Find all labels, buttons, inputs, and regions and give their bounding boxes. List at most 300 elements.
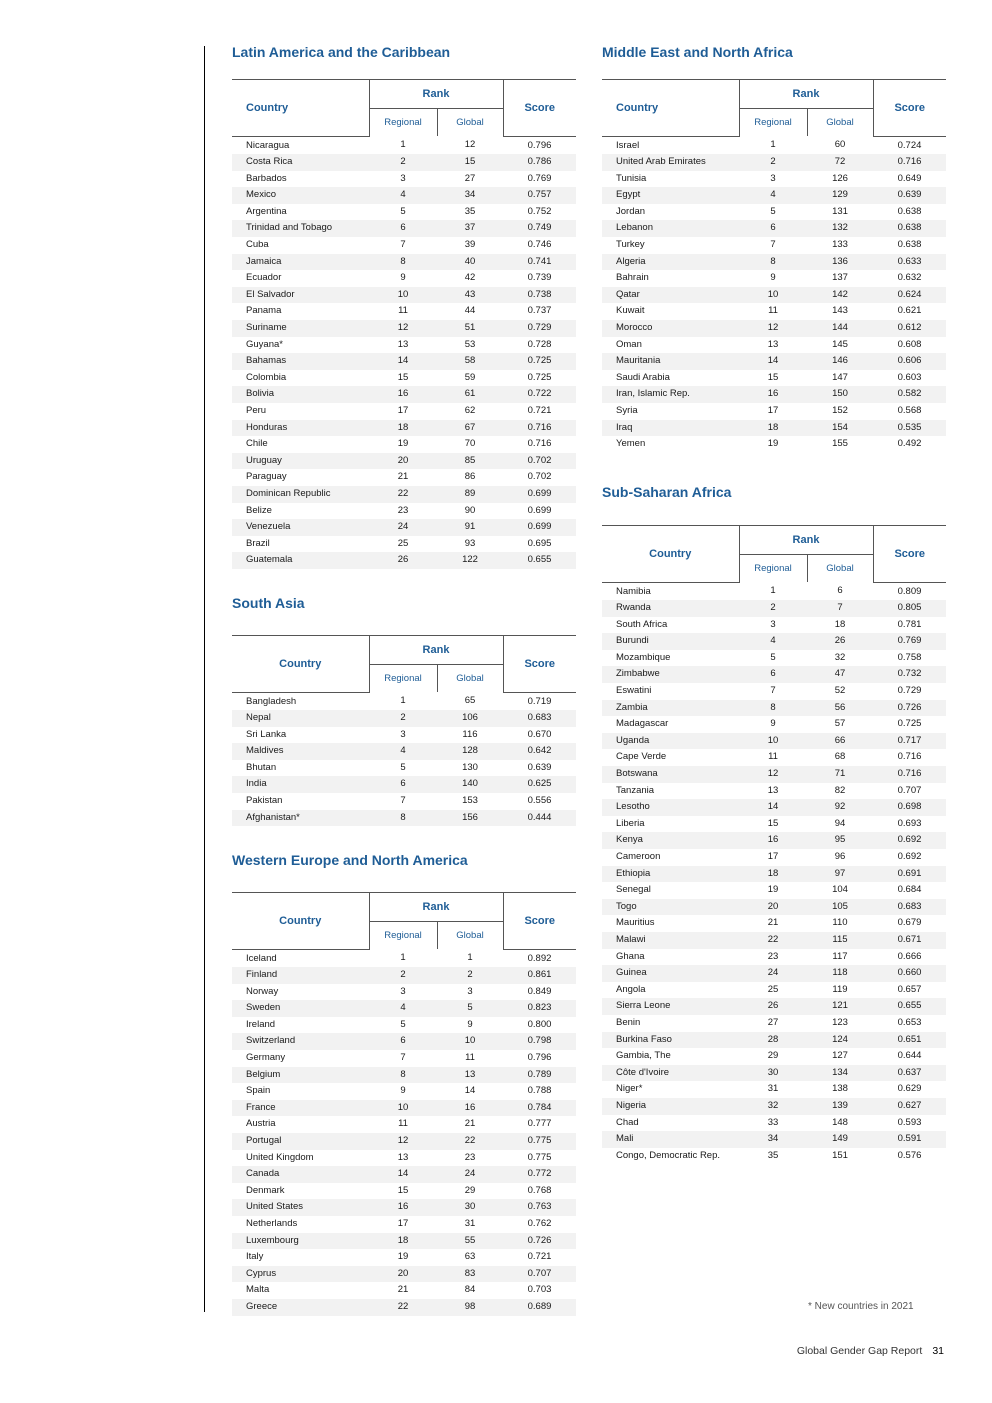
country-cell: Finland (232, 967, 369, 984)
regional-rank-cell: 20 (739, 899, 807, 916)
country-cell: Cyprus (232, 1266, 369, 1283)
section-title: Western Europe and North America (232, 852, 468, 868)
global-rank-cell: 148 (832, 1116, 848, 1128)
regional-rank-cell: 4 (739, 633, 807, 650)
country-cell: Bahrain (616, 272, 649, 284)
score-header: Score (503, 893, 576, 950)
table-row (232, 1017, 576, 1034)
score-cell: 0.716 (503, 420, 576, 437)
regional-rank-cell: 13 (767, 784, 779, 796)
global-rank-cell: 123 (832, 1016, 848, 1028)
country-cell: Austria (246, 1118, 276, 1130)
global-rank-cell: 3 (467, 985, 473, 997)
regional-rank-cell: 13 (767, 338, 779, 350)
score-cell: 0.789 (503, 1067, 576, 1084)
table-row (232, 1183, 576, 1200)
score-cell: 0.724 (897, 139, 922, 151)
country-cell: Uganda (602, 733, 739, 750)
country-cell: Suriname (232, 320, 369, 337)
country-cell: Côte d'Ivoire (602, 1065, 739, 1082)
table-row (232, 403, 576, 420)
report-name: Global Gender Gap Report (796, 1345, 923, 1357)
score-cell: 0.849 (527, 985, 552, 997)
table-row (602, 799, 946, 816)
score-cell: 0.684 (897, 884, 922, 896)
table-row (232, 353, 576, 370)
regional-rank-cell: 9 (400, 272, 406, 284)
global-rank-cell: 156 (437, 810, 503, 827)
regional-header: Regional (739, 109, 807, 137)
table-row (232, 692, 576, 710)
global-rank-cell: 85 (437, 453, 503, 470)
global-rank-cell: 23 (464, 1151, 476, 1163)
regional-rank-cell: 1 (400, 695, 406, 707)
global-rank-cell: 71 (807, 766, 873, 783)
global-rank-cell: 94 (834, 817, 846, 829)
score-cell: 0.627 (873, 1098, 946, 1115)
country-header: Country (232, 893, 369, 950)
country-cell: Israel (616, 139, 640, 151)
table-row (602, 749, 946, 766)
country-cell: Panama (246, 305, 282, 317)
global-rank-cell: 110 (832, 917, 848, 929)
regional-rank-cell: 1 (400, 139, 406, 151)
score-cell: 0.786 (503, 154, 576, 171)
regional-rank-cell: 6 (739, 220, 807, 237)
regional-rank-cell: 12 (369, 320, 437, 337)
table-row (602, 320, 946, 337)
table-row (232, 727, 576, 744)
country-cell: Belgium (232, 1067, 369, 1084)
table-row (602, 136, 946, 154)
table-row (232, 776, 576, 793)
country-cell: Rwanda (602, 600, 739, 617)
table-row (602, 370, 946, 387)
country-cell: Kuwait (616, 305, 645, 317)
score-cell: 0.725 (897, 718, 922, 730)
global-rank-cell: 98 (437, 1299, 503, 1316)
table-row (602, 733, 946, 750)
footnote: * New countries in 2021 (808, 1301, 914, 1312)
score-cell: 0.651 (873, 1032, 946, 1049)
score-cell: 0.683 (873, 899, 946, 916)
regional-rank-cell: 14 (739, 799, 807, 816)
regional-rank-cell: 7 (770, 239, 776, 251)
table-row (602, 1065, 946, 1082)
score-cell: 0.699 (527, 504, 552, 516)
score-cell: 0.699 (503, 519, 576, 536)
table-row (232, 984, 576, 1001)
table-row (602, 436, 946, 453)
ranking-table (602, 525, 946, 1164)
regional-rank-cell: 17 (397, 1218, 409, 1229)
country-cell: Burundi (602, 633, 739, 650)
score-cell: 0.608 (897, 338, 922, 350)
table-row (602, 254, 946, 271)
global-rank-cell: 18 (834, 618, 846, 630)
country-cell: Belize (246, 504, 272, 516)
page-number: 31 (932, 1345, 944, 1357)
regional-rank-cell: 35 (767, 1149, 779, 1161)
regional-rank-cell: 22 (739, 932, 807, 949)
score-cell: 0.729 (897, 685, 922, 697)
score-cell: 0.721 (527, 1251, 552, 1263)
table-row (602, 1081, 946, 1098)
regional-rank-cell: 17 (767, 405, 779, 416)
regional-rank-cell: 19 (767, 438, 779, 450)
table-row (232, 1100, 576, 1117)
table-row (602, 1098, 946, 1115)
country-cell: Peru (246, 405, 267, 416)
country-cell: Togo (602, 899, 739, 916)
table-row (602, 600, 946, 617)
country-cell: Guyana* (246, 338, 283, 350)
country-cell: Nicaragua (246, 139, 290, 151)
regional-rank-cell: 21 (767, 917, 779, 929)
regional-rank-cell: 8 (369, 254, 437, 271)
section-title: Middle East and North Africa (602, 44, 793, 60)
global-rank-cell: 47 (807, 666, 873, 683)
country-cell: Guinea (602, 965, 739, 982)
section-sub-saharan-africa (602, 485, 946, 1164)
country-cell: Cuba (246, 239, 269, 251)
regional-rank-cell: 5 (400, 205, 406, 217)
regional-rank-cell: 4 (369, 743, 437, 760)
score-cell: 0.637 (873, 1065, 946, 1082)
regional-rank-cell: 3 (400, 172, 406, 184)
table-row (602, 171, 946, 188)
table-row (602, 1015, 946, 1032)
country-cell: Senegal (616, 884, 651, 896)
regional-rank-cell: 26 (369, 552, 437, 569)
regional-rank-cell: 7 (400, 239, 406, 251)
global-rank-cell: 92 (807, 799, 873, 816)
table-row (602, 1115, 946, 1132)
score-cell: 0.739 (527, 272, 552, 284)
table-row (602, 816, 946, 833)
score-cell: 0.702 (503, 453, 576, 470)
global-rank-cell: 105 (807, 899, 873, 916)
score-cell: 0.644 (897, 1050, 922, 1062)
table-row (602, 1048, 946, 1065)
country-cell: Greece (232, 1299, 369, 1316)
score-cell: 0.642 (503, 743, 576, 760)
regional-rank-cell: 17 (397, 405, 409, 416)
regional-rank-cell: 11 (398, 1118, 408, 1130)
regional-rank-cell: 23 (767, 950, 779, 962)
regional-rank-cell: 21 (397, 1284, 409, 1296)
score-cell: 0.717 (873, 733, 946, 750)
global-rank-cell: 53 (464, 338, 476, 350)
country-cell: Saudi Arabia (616, 371, 670, 383)
regional-rank-cell: 1 (770, 139, 776, 151)
global-rank-cell: 14 (464, 1085, 476, 1097)
score-cell: 0.781 (897, 618, 922, 630)
country-cell: Jordan (616, 205, 646, 217)
score-cell: 0.699 (503, 486, 576, 503)
country-cell: Argentina (246, 205, 287, 217)
global-rank-cell: 119 (832, 983, 848, 995)
country-cell: Germany (246, 1052, 286, 1064)
regional-rank-cell: 12 (369, 1133, 437, 1150)
global-rank-cell: 82 (834, 784, 846, 796)
global-rank-cell: 1 (467, 952, 473, 964)
global-rank-cell: 84 (464, 1284, 476, 1296)
country-cell: Burkina Faso (602, 1032, 739, 1049)
score-cell: 0.796 (527, 139, 552, 151)
country-cell: Namibia (616, 585, 651, 597)
regional-rank-cell: 34 (739, 1131, 807, 1148)
regional-header: Regional (369, 109, 437, 137)
score-header: Score (503, 80, 576, 137)
regional-rank-cell: 3 (770, 618, 776, 630)
global-rank-cell: 91 (437, 519, 503, 536)
table-row (232, 1233, 576, 1250)
section-south-asia (232, 596, 576, 826)
country-header: Country (602, 80, 739, 137)
global-rank-cell: 136 (807, 254, 873, 271)
table-row (602, 1148, 946, 1165)
regional-rank-cell: 31 (767, 1083, 779, 1095)
country-cell: Afghanistan* (232, 810, 369, 827)
country-cell: Bhutan (246, 761, 277, 773)
rank-header: Rank (739, 80, 873, 109)
country-cell: Guatemala (232, 552, 369, 569)
country-cell: South Africa (616, 618, 668, 630)
table-row (232, 1150, 576, 1167)
score-cell: 0.556 (527, 795, 552, 807)
regional-rank-cell: 24 (739, 965, 807, 982)
table-row (232, 303, 576, 320)
score-cell: 0.721 (527, 405, 552, 416)
regional-rank-cell: 27 (767, 1016, 779, 1028)
table-row (232, 1199, 576, 1216)
global-rank-cell: 144 (807, 320, 873, 337)
table-row (602, 899, 946, 916)
country-cell: Gambia, The (616, 1050, 671, 1062)
country-cell: Syria (616, 405, 638, 416)
table-row (602, 932, 946, 949)
score-cell: 0.655 (503, 552, 576, 569)
score-cell: 0.692 (873, 832, 946, 849)
global-rank-cell: 35 (464, 205, 476, 217)
table-row (602, 766, 946, 783)
global-rank-cell: 118 (807, 965, 873, 982)
country-cell: Algeria (602, 254, 739, 271)
country-cell: Mozambique (616, 651, 671, 663)
table-row (232, 1216, 576, 1233)
rank-header: Rank (369, 80, 503, 109)
ranking-table (602, 79, 946, 453)
table-row (232, 1050, 576, 1067)
global-rank-cell: 140 (437, 776, 503, 793)
regional-rank-cell: 1 (770, 585, 776, 597)
global-rank-cell: 127 (832, 1050, 848, 1062)
country-cell: Benin (616, 1016, 641, 1028)
score-cell: 0.603 (897, 371, 922, 383)
country-cell: Brazil (246, 537, 270, 549)
score-cell: 0.591 (873, 1131, 946, 1148)
country-header: Country (232, 80, 369, 137)
regional-rank-cell: 3 (400, 728, 406, 740)
country-cell: Botswana (602, 766, 739, 783)
country-cell: Mali (602, 1131, 739, 1148)
global-rank-cell: 129 (807, 187, 873, 204)
score-cell: 0.716 (527, 438, 552, 450)
global-rank-cell: 40 (437, 254, 503, 271)
global-rank-cell: 138 (832, 1083, 848, 1095)
global-rank-cell: 12 (464, 139, 476, 151)
regional-rank-cell: 25 (767, 983, 779, 995)
score-cell: 0.671 (873, 932, 946, 949)
country-cell: Bangladesh (246, 695, 297, 707)
table-row (232, 154, 576, 171)
global-rank-cell: 55 (437, 1233, 503, 1250)
country-cell: Pakistan (246, 795, 283, 807)
country-cell: Paraguay (246, 471, 287, 483)
country-cell: Ecuador (246, 272, 282, 284)
country-cell: Jamaica (232, 254, 369, 271)
regional-rank-cell: 4 (739, 187, 807, 204)
country-cell: Norway (246, 985, 279, 997)
regional-rank-cell: 16 (369, 386, 437, 403)
table-row (232, 710, 576, 727)
regional-rank-cell: 18 (369, 1233, 437, 1250)
global-rank-cell: 42 (464, 272, 476, 284)
global-rank-cell: 86 (464, 471, 476, 483)
table-row (602, 716, 946, 733)
global-rank-cell: 6 (837, 585, 843, 597)
country-cell: Netherlands (246, 1218, 298, 1229)
country-cell: Trinidad and Tobago (232, 220, 369, 237)
score-cell: 0.775 (503, 1133, 576, 1150)
score-cell: 0.692 (897, 851, 922, 862)
regional-rank-cell: 14 (739, 353, 807, 370)
score-cell: 0.691 (873, 866, 946, 883)
country-cell: Colombia (246, 371, 287, 383)
table-row (602, 633, 946, 650)
country-header: Country (232, 636, 369, 693)
score-cell: 0.762 (527, 1218, 552, 1229)
regional-rank-cell: 5 (770, 651, 776, 663)
table-row (602, 965, 946, 982)
score-cell: 0.784 (503, 1100, 576, 1117)
global-rank-cell: 51 (437, 320, 503, 337)
regional-rank-cell: 5 (400, 761, 406, 773)
regional-rank-cell: 6 (739, 666, 807, 683)
score-cell: 0.632 (897, 272, 922, 284)
score-cell: 0.726 (503, 1233, 576, 1250)
country-cell: Niger* (616, 1083, 643, 1095)
regional-rank-cell: 20 (369, 1266, 437, 1283)
score-cell: 0.649 (897, 172, 922, 184)
global-rank-cell: 143 (832, 305, 848, 317)
regional-rank-cell: 30 (739, 1065, 807, 1082)
global-rank-cell: 66 (807, 733, 873, 750)
regional-rank-cell: 19 (767, 884, 779, 896)
global-rank-cell: 56 (807, 700, 873, 717)
regional-rank-cell: 6 (369, 1033, 437, 1050)
global-rank-cell: 70 (464, 438, 476, 450)
score-cell: 0.698 (873, 799, 946, 816)
table-row (602, 1032, 946, 1049)
country-cell: Chile (246, 438, 268, 450)
regional-rank-cell: 12 (739, 320, 807, 337)
country-cell: Canada (232, 1166, 369, 1183)
table-row (232, 1299, 576, 1316)
regional-rank-cell: 18 (739, 866, 807, 883)
regional-rank-cell: 33 (767, 1116, 779, 1128)
regional-rank-cell: 13 (397, 1151, 409, 1163)
score-cell: 0.576 (897, 1149, 922, 1161)
table-row (602, 882, 946, 899)
regional-rank-cell: 15 (397, 1184, 409, 1196)
country-cell: Yemen (616, 438, 646, 450)
country-cell: Italy (246, 1251, 264, 1263)
global-rank-cell: 57 (834, 718, 846, 730)
score-cell: 0.629 (897, 1083, 922, 1095)
table-row (602, 650, 946, 667)
table-row (602, 700, 946, 717)
regional-rank-cell: 16 (739, 386, 807, 403)
table-row (232, 1249, 576, 1266)
global-rank-cell: 122 (437, 552, 503, 569)
country-cell: Spain (246, 1085, 271, 1097)
score-cell: 0.725 (503, 353, 576, 370)
section-western-europe (232, 853, 576, 1316)
score-cell: 0.638 (897, 205, 922, 217)
score-cell: 0.741 (503, 254, 576, 271)
country-cell: Iraq (602, 420, 739, 437)
global-rank-cell: 26 (807, 633, 873, 650)
regional-rank-cell: 25 (397, 537, 409, 549)
global-rank-cell: 34 (437, 187, 503, 204)
country-cell: Tanzania (616, 784, 655, 796)
regional-rank-cell: 5 (400, 1018, 406, 1030)
table-row (232, 254, 576, 271)
global-rank-cell: 16 (437, 1100, 503, 1117)
table-row (232, 420, 576, 437)
global-header: Global (456, 673, 484, 684)
regional-rank-cell: 12 (739, 766, 807, 783)
country-cell: Costa Rica (232, 154, 369, 171)
global-rank-cell: 151 (832, 1149, 848, 1161)
rank-header: Rank (739, 526, 873, 555)
global-rank-cell: 5 (437, 1000, 503, 1017)
table-row (232, 743, 576, 760)
global-rank-cell: 60 (834, 139, 846, 151)
score-cell: 0.666 (897, 950, 922, 962)
global-rank-cell: 37 (437, 220, 503, 237)
global-rank-cell: 131 (832, 205, 848, 217)
country-cell: Ghana (616, 950, 645, 962)
global-rank-cell: 83 (437, 1266, 503, 1283)
country-cell: United States (232, 1199, 369, 1216)
score-cell: 0.805 (873, 600, 946, 617)
regional-rank-cell: 15 (767, 817, 779, 829)
score-cell: 0.726 (873, 700, 946, 717)
global-rank-cell: 15 (437, 154, 503, 171)
score-cell: 0.716 (873, 154, 946, 171)
table-row (232, 1033, 576, 1050)
table-row (232, 386, 576, 403)
score-cell: 0.749 (503, 220, 576, 237)
regional-rank-cell: 3 (770, 172, 776, 184)
country-cell: Uruguay (232, 453, 369, 470)
country-cell: Mexico (232, 187, 369, 204)
score-cell: 0.798 (503, 1033, 576, 1050)
score-cell: 0.621 (897, 305, 922, 317)
